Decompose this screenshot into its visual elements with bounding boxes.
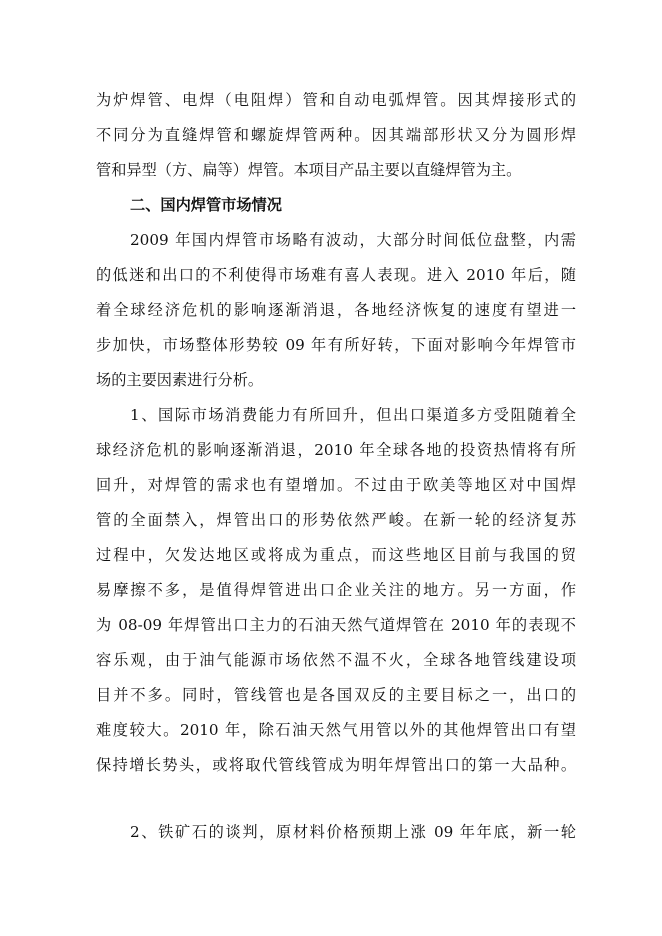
para2-line-4: 管的全面禁入，焊管出口的形势依然严峻。在新一轮的经济复苏 xyxy=(96,511,576,529)
para1-line-5: 场的主要因素进行分析。 xyxy=(96,371,264,389)
para2-line-11: 保持增长势头，或将取代管线管成为明年焊管出口的第一大品种。 xyxy=(96,756,576,774)
para2-line-1: 1、国际市场消费能力有所回升，但出口渠道多方受阻随着全 xyxy=(130,406,576,424)
para1-line-3: 着全球经济危机的影响逐渐消退，各地经济恢复的速度有望进一 xyxy=(96,301,576,319)
para2-line-10: 难度较大。2010 年，除石油天然气用管以外的其他焊管出口有望 xyxy=(96,721,576,739)
para3-line-1: 2、铁矿石的谈判，原材料价格预期上涨 09 年年底，新一轮 xyxy=(130,823,576,841)
para1-line-2: 的低迷和出口的不利使得市场难有喜人表现。进入 2010 年后，随 xyxy=(96,266,576,284)
para2-line-2: 球经济危机的影响逐渐消退，2010 年全球各地的投资热情将有所 xyxy=(96,441,576,459)
intro-line-2: 不同分为直缝焊管和螺旋焊管两种。因其端部形状又分为圆形焊 xyxy=(96,126,576,144)
para2-line-9: 目并不多。同时，管线管也是各国双反的主要目标之一，出口的 xyxy=(96,686,576,704)
para1-line-1: 2009 年国内焊管市场略有波动，大部分时间低位盘整，内需 xyxy=(130,231,576,249)
intro-line-1: 为炉焊管、电焊（电阻焊）管和自动电弧焊管。因其焊接形式的 xyxy=(96,91,576,109)
para2-line-5: 过程中，欠发达地区或将成为重点，而这些地区目前与我国的贸 xyxy=(96,546,576,564)
para2-line-8: 容乐观，由于油气能源市场依然不温不火，全球各地管线建设项 xyxy=(96,651,576,669)
para2-line-7: 为 08-09 年焊管出口主力的石油天然气道焊管在 2010 年的表现不 xyxy=(96,616,576,634)
para2-line-6: 易摩擦不多，是值得焊管进出口企业关注的地方。另一方面，作 xyxy=(96,581,576,599)
para2-line-3: 回升，对焊管的需求也有望增加。不过由于欧美等地区对中国焊 xyxy=(96,476,576,494)
section-heading: 二、国内焊管市场情况 xyxy=(130,196,282,214)
intro-line-3: 管和异型（方、扁等）焊管。本项目产品主要以直缝焊管为主。 xyxy=(96,161,522,179)
para1-line-4: 步加快，市场整体形势较 09 年有所好转，下面对影响今年焊管市 xyxy=(96,336,576,354)
